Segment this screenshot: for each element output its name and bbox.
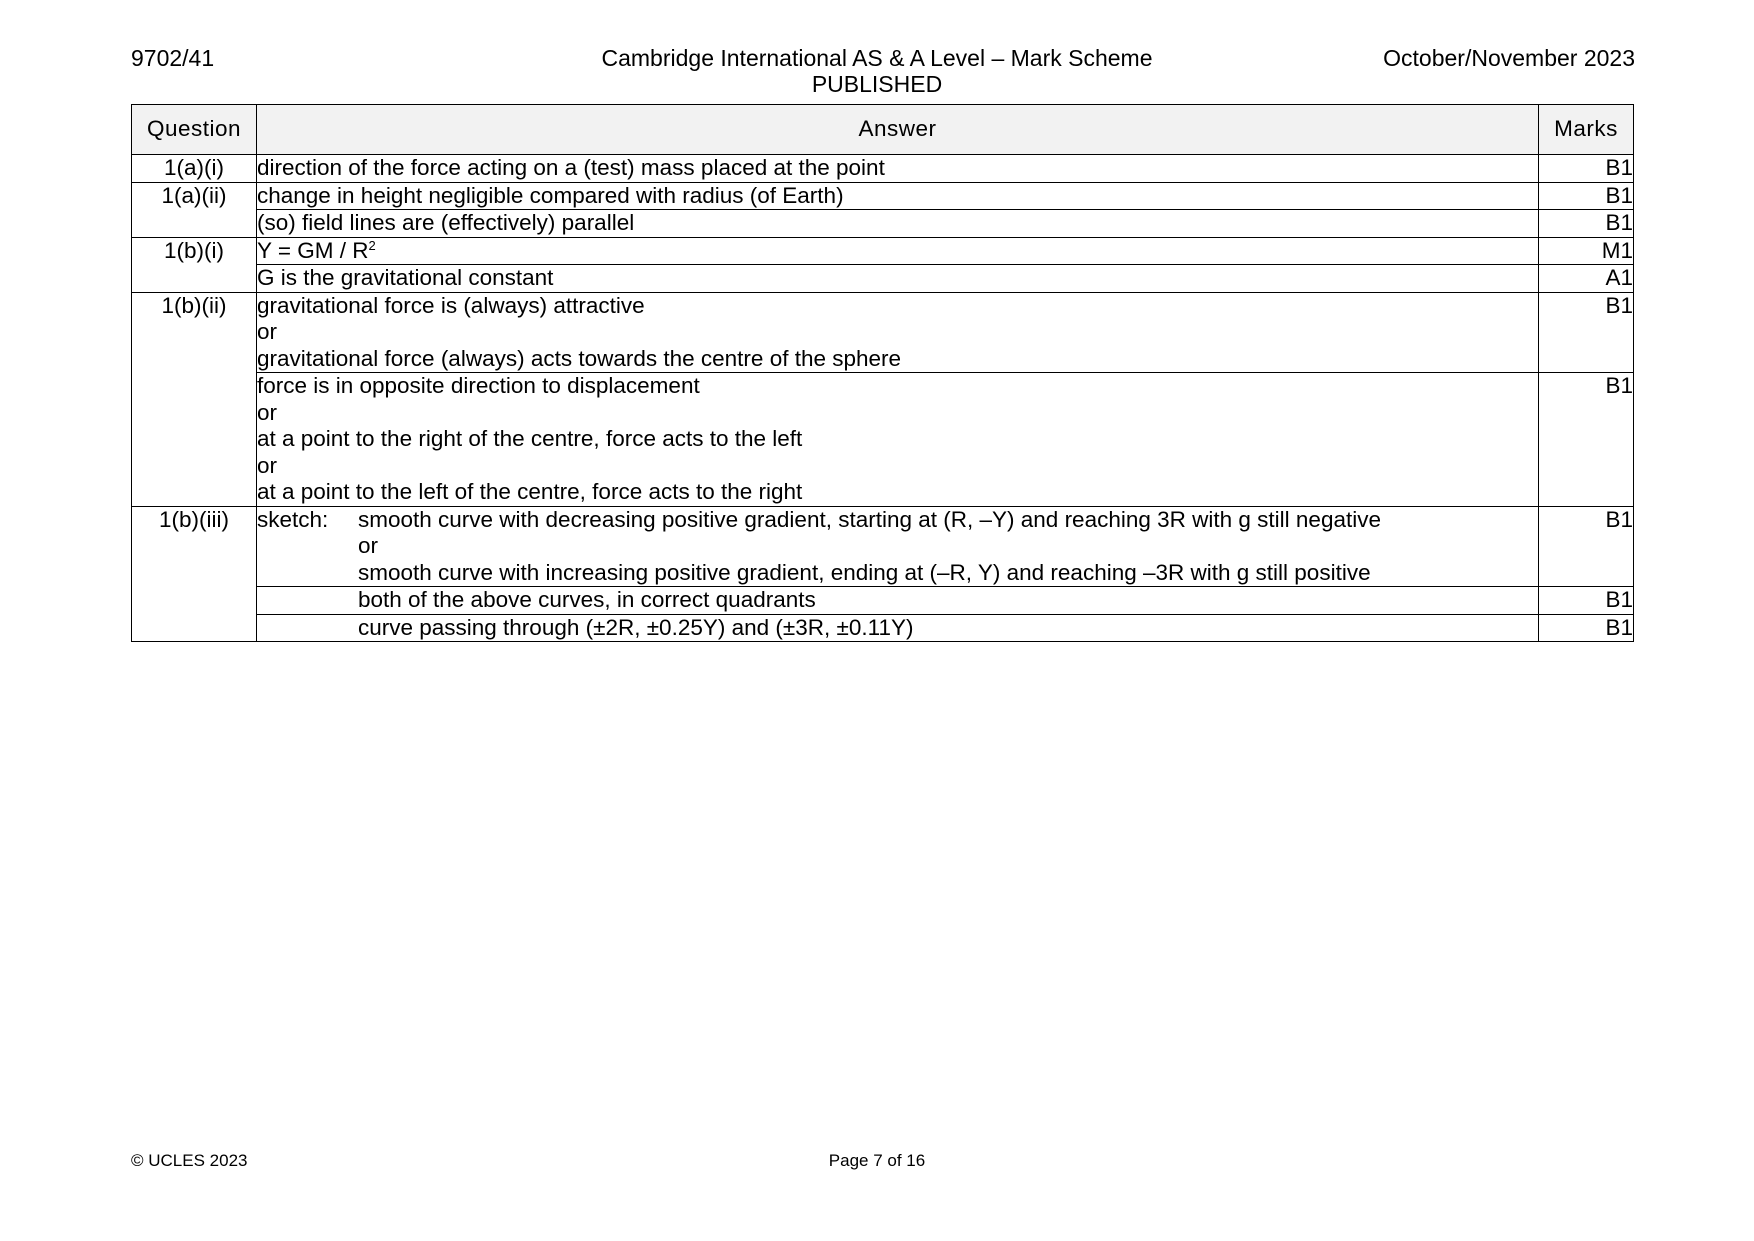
mark-cell: B1 bbox=[1539, 587, 1634, 615]
answer-cell bbox=[256, 155, 1538, 183]
answer-or: or bbox=[256, 399, 277, 425]
question-number: 1(b)(i) bbox=[132, 237, 257, 292]
answer-or: or bbox=[256, 452, 277, 478]
document-title: Cambridge International AS & A Level – Mark Scheme bbox=[601, 45, 1153, 71]
table-row bbox=[132, 373, 1634, 507]
answer-line: force is in opposite direction to displacement bbox=[256, 373, 700, 398]
answer-or: or bbox=[256, 319, 277, 344]
question-number: 1(b)(ii) bbox=[132, 292, 257, 506]
answer-cell bbox=[256, 506, 1538, 587]
answer-line: both of the above curves, in correct quadrants bbox=[357, 587, 816, 612]
mark-cell: B1 bbox=[1539, 155, 1634, 183]
sketch-label: sketch: bbox=[256, 506, 329, 532]
table-row bbox=[132, 210, 1634, 238]
answer-line: (so) field lines are (effectively) parallel bbox=[256, 210, 635, 235]
mark-cell: A1 bbox=[1539, 265, 1634, 293]
page-number: Page 7 of 16 bbox=[828, 1151, 926, 1170]
mark-cell: B1 bbox=[1539, 182, 1634, 210]
answer-line: at a point to the right of the centre, force acts to the left bbox=[256, 426, 803, 451]
answer-cell bbox=[256, 292, 1538, 373]
table-header-row bbox=[132, 105, 1634, 155]
column-header-answer: Answer bbox=[256, 105, 1538, 155]
table-row bbox=[132, 155, 1634, 183]
table-row bbox=[132, 614, 1634, 642]
answer-formula bbox=[257, 238, 1538, 265]
mark-cell: B1 bbox=[1539, 292, 1634, 373]
answer-or: or bbox=[357, 533, 378, 558]
formula-exponent: 2 bbox=[368, 237, 376, 253]
mark-cell: B1 bbox=[1539, 506, 1634, 587]
table-row bbox=[132, 265, 1634, 293]
paper-code: 9702/41 bbox=[131, 45, 215, 71]
mark-cell: B1 bbox=[1539, 373, 1634, 507]
formula-text: Y = GM / R bbox=[256, 237, 369, 263]
question-number: 1(a)(ii) bbox=[132, 182, 257, 237]
answer-cell bbox=[256, 182, 1538, 210]
mark-cell: B1 bbox=[1539, 614, 1634, 642]
exam-session: October/November 2023 bbox=[1383, 45, 1635, 71]
question-number: 1(b)(iii) bbox=[132, 506, 257, 642]
answer-line: gravitational force (always) acts towards the centre of the sphere bbox=[256, 345, 902, 371]
answer-line: direction of the force acting on a (test) mass placed at the point bbox=[256, 155, 885, 180]
answer-line: smooth curve with increasing positive gradient, ending at (–R, Y) and reaching –3R with g still positive bbox=[357, 559, 1371, 585]
answer-cell bbox=[256, 373, 1538, 507]
table-row bbox=[132, 292, 1634, 373]
column-header-question: Question bbox=[132, 105, 257, 155]
answer-line: smooth curve with decreasing positive gradient, starting at (R, –Y) and reaching 3R with g still negative bbox=[357, 506, 1381, 532]
copyright-notice: © UCLES 2023 bbox=[131, 1151, 248, 1170]
answer-line: curve passing through (±2R, ±0.25Y) and (±3R, ±0.11Y) bbox=[357, 614, 914, 640]
answer-line: gravitational force is (always) attractive bbox=[256, 292, 645, 318]
table-row bbox=[132, 587, 1634, 615]
question-number: 1(a)(i) bbox=[132, 155, 257, 183]
answer-cell bbox=[256, 210, 1538, 238]
mark-cell: B1 bbox=[1539, 210, 1634, 238]
document-subtitle: PUBLISHED bbox=[811, 71, 943, 97]
mark-cell: M1 bbox=[1539, 237, 1634, 265]
answer-line: change in height negligible compared with radius (of Earth) bbox=[256, 182, 844, 208]
table-row bbox=[132, 182, 1634, 210]
answer-line: at a point to the left of the centre, force acts to the right bbox=[256, 479, 803, 504]
mark-scheme-table bbox=[131, 104, 1634, 642]
answer-line: G is the gravitational constant bbox=[256, 265, 554, 290]
column-header-marks: Marks bbox=[1539, 105, 1634, 155]
table-row bbox=[132, 237, 1634, 265]
answer-cell bbox=[256, 237, 1538, 265]
table-row bbox=[132, 506, 1634, 587]
answer-cell bbox=[256, 265, 1538, 293]
answer-cell bbox=[256, 614, 1538, 642]
answer-cell bbox=[256, 587, 1538, 615]
